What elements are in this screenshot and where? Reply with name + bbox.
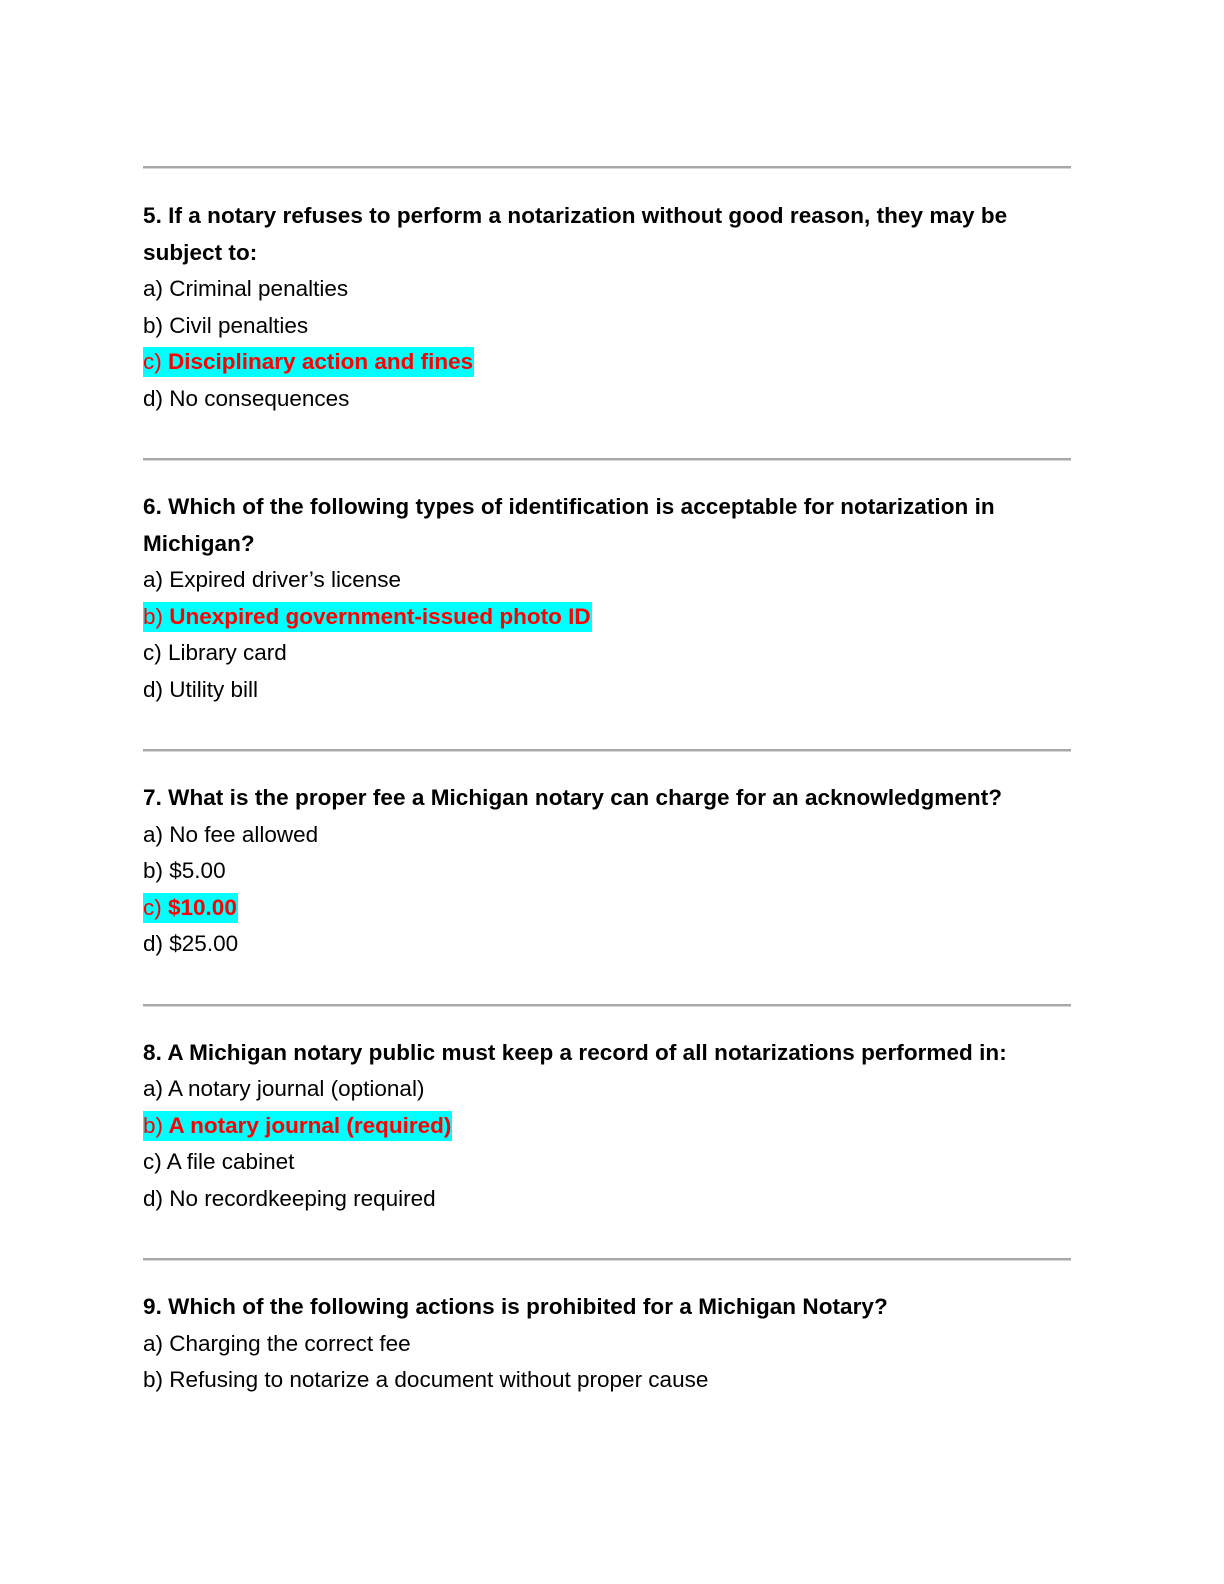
option-letter: d) <box>143 385 164 411</box>
answer-option <box>143 381 1071 418</box>
option-text: Utility bill <box>169 676 259 702</box>
answer-option <box>143 817 1071 854</box>
question-block <box>143 1035 1071 1218</box>
answer-option <box>143 1362 1071 1399</box>
answer-option <box>143 1181 1071 1218</box>
option-text: No consequences <box>169 385 350 411</box>
option-letter: a) <box>143 1330 164 1356</box>
option-letter: c) <box>143 640 162 665</box>
answer-option <box>143 635 1071 672</box>
answer-options <box>143 1071 1071 1217</box>
correct-answer-option <box>143 890 1071 927</box>
answer-option <box>143 926 1071 963</box>
answer-option <box>143 1326 1071 1363</box>
option-letter: a) <box>143 276 164 301</box>
option-text: $25.00 <box>169 931 239 956</box>
option-letter: b) <box>143 603 164 629</box>
answer-option <box>143 308 1071 345</box>
option-letter: b) <box>143 1367 164 1392</box>
option-text: Refusing to notarize a document without proper cause <box>169 1367 709 1392</box>
question-text: 7. What is the proper fee a Michigan notary can charge for an acknowledgment? <box>143 785 1003 810</box>
question-block <box>143 489 1071 708</box>
answer-option <box>143 672 1071 709</box>
option-letter: c) <box>143 1149 162 1174</box>
answer-options <box>143 817 1071 963</box>
option-text: Civil penalties <box>169 312 309 338</box>
option-letter: d) <box>143 676 164 702</box>
option-letter: a) <box>143 821 164 847</box>
option-text: No recordkeeping required <box>169 1185 436 1211</box>
answer-option <box>143 1071 1071 1108</box>
option-letter: d) <box>143 1185 164 1211</box>
answer-options <box>143 1326 1071 1399</box>
section-divider <box>143 1258 1071 1261</box>
option-letter: b) <box>143 1112 164 1138</box>
section-divider <box>143 1004 1071 1007</box>
option-text: Charging the correct fee <box>169 1330 411 1356</box>
option-letter: a) <box>143 1076 164 1101</box>
answer-options <box>143 562 1071 708</box>
answer-option <box>143 1144 1071 1181</box>
option-text: Library card <box>168 640 287 665</box>
section-divider <box>143 749 1071 752</box>
option-text: Unexpired government-issued photo ID <box>169 603 591 629</box>
correct-answer-option <box>143 344 1071 381</box>
question-text: 9. Which of the following actions is prohibited for a Michigan Notary? <box>143 1294 888 1319</box>
option-text: A file cabinet <box>166 1149 295 1174</box>
quiz-page <box>143 166 1071 1399</box>
question-text: 8. A Michigan notary public must keep a record of all notarizations performed in: <box>143 1039 1007 1065</box>
question-text: 6. Which of the following types of identification is acceptable for notarization in Michigan? <box>143 494 995 556</box>
option-text: No fee allowed <box>169 821 319 847</box>
option-text: Expired driver’s license <box>169 567 402 592</box>
answer-option <box>143 271 1071 308</box>
question-block <box>143 780 1071 963</box>
correct-answer-option <box>143 1108 1071 1145</box>
option-letter: c) <box>143 894 162 920</box>
option-text: Criminal penalties <box>169 276 349 301</box>
option-letter: b) <box>143 312 164 338</box>
answer-option <box>143 562 1071 599</box>
option-letter: a) <box>143 567 164 592</box>
section-divider <box>143 458 1071 461</box>
question-text: 5. If a notary refuses to perform a notarization without good reason, they may be subject to: <box>143 203 1008 265</box>
option-text: $5.00 <box>169 858 226 883</box>
section-divider <box>143 166 1071 169</box>
option-text: A notary journal (optional) <box>168 1076 425 1101</box>
option-text: A notary journal (required) <box>168 1112 452 1138</box>
option-letter: b) <box>143 858 164 883</box>
option-letter: c) <box>143 349 162 374</box>
question-block <box>143 1289 1071 1399</box>
option-text: Disciplinary action and fines <box>168 349 474 374</box>
answer-option <box>143 853 1071 890</box>
answer-options <box>143 271 1071 417</box>
question-block <box>143 198 1071 417</box>
correct-answer-option <box>143 599 1071 636</box>
option-text: $10.00 <box>168 894 237 920</box>
option-letter: d) <box>143 931 164 956</box>
